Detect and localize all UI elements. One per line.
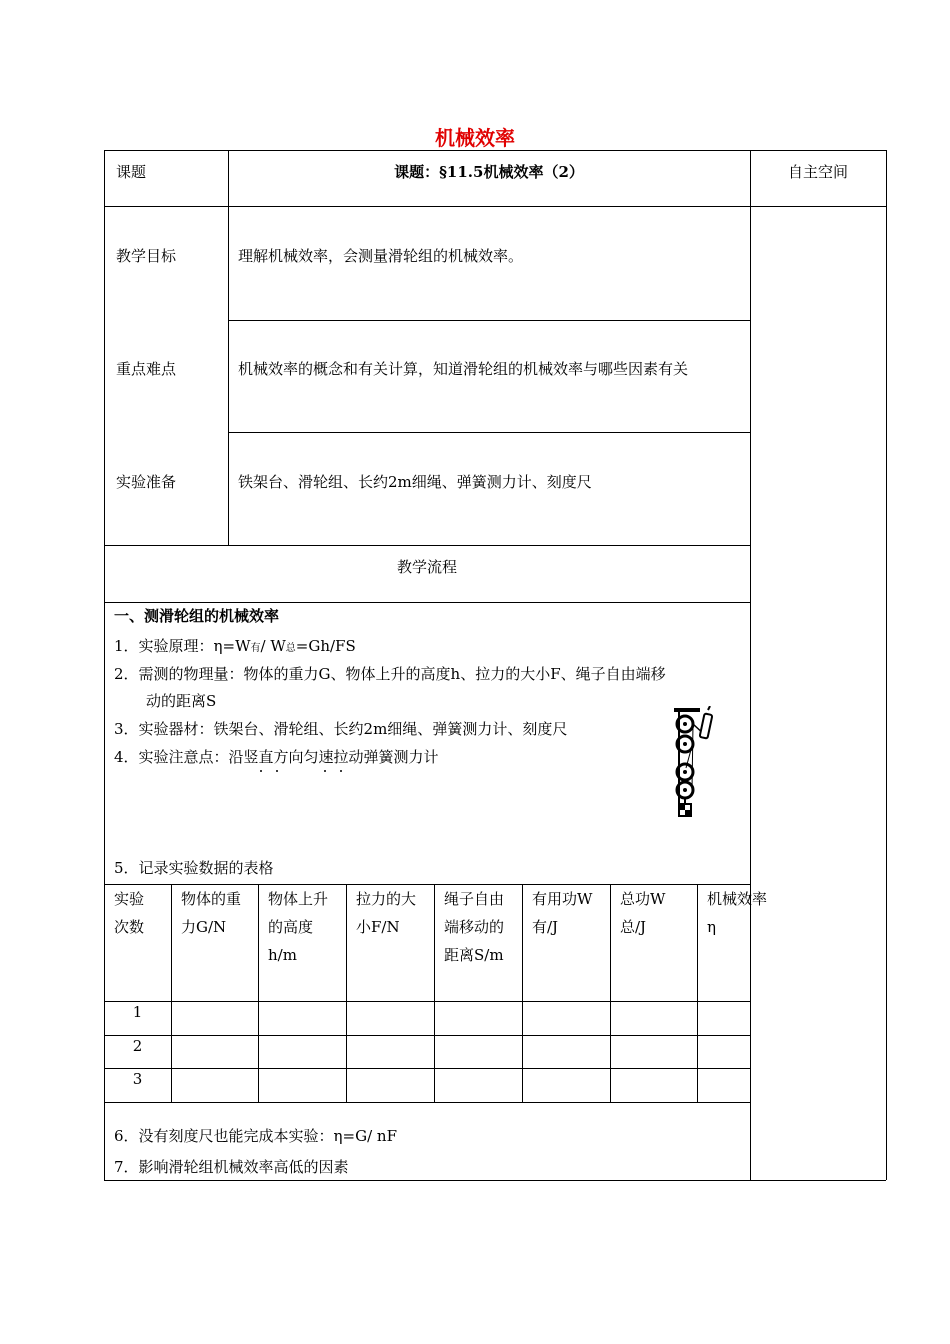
page-title: 机械效率	[435, 126, 515, 150]
header-line: 实验	[114, 890, 145, 908]
principle-sub-total: 总	[285, 643, 296, 654]
principle-sub-useful: 有	[250, 643, 261, 654]
header-line: 力G/N	[181, 918, 227, 936]
key-row-divider	[228, 432, 750, 433]
data-table-col-line	[697, 884, 698, 1102]
header-line: 有/J	[532, 918, 559, 936]
table-border-bottom	[104, 1180, 886, 1181]
col-header-weight	[181, 885, 241, 941]
col-header-useful-work	[532, 885, 592, 941]
header-line: 总功W	[620, 890, 666, 908]
header-line: 的高度	[268, 918, 314, 936]
data-table-col-line	[258, 884, 259, 1102]
pulley-system-icon	[670, 706, 726, 822]
header-line: 次数	[114, 918, 145, 936]
data-table-col-line	[610, 884, 611, 1102]
preparation-text: 铁架台、滑轮组、长约2m细绳、弹簧测力计、刻度尺	[238, 473, 592, 491]
key-points-text: 机械效率的概念和有关计算，知道滑轮组的机械效率与哪些因素有关	[238, 360, 689, 378]
col-header-pull-force	[356, 885, 416, 941]
table-row-label: 2	[132, 1037, 143, 1055]
data-table-col-line	[434, 884, 435, 1102]
data-table-col-line	[346, 884, 347, 1102]
header-line: 距离S/m	[444, 946, 504, 964]
goal-label: 教学目标	[116, 247, 177, 265]
flow-row-divider	[104, 602, 750, 603]
lesson-plan-table	[104, 150, 886, 1180]
data-table-row-line	[104, 1035, 750, 1036]
header-line: 有用功W	[532, 890, 593, 908]
emphasis-dot	[324, 770, 326, 772]
header-line: 总/J	[620, 918, 647, 936]
col-header-total-work	[620, 885, 665, 941]
data-table-col-line	[171, 884, 172, 1102]
principle-text-b: / W	[260, 637, 286, 655]
item-influencing-factors: 7．影响滑轮组机械效率高低的因素	[114, 1158, 349, 1176]
table-row-label: 3	[132, 1070, 143, 1088]
item-equipment: 3．实验器材：铁架台、滑轮组、长约2m细绳、弹簧测力计、刻度尺	[114, 720, 568, 738]
col-header-efficiency	[707, 885, 767, 941]
item-table-caption: 5．记录实验数据的表格	[114, 859, 274, 877]
col-header-trial	[114, 885, 144, 941]
item-principle	[114, 636, 356, 659]
item-quantities-line1: 2．需测的物理量：物体的重力G、物体上升的高度h、拉力的大小F、绳子自由端移	[114, 665, 666, 683]
col-header-height	[268, 885, 328, 969]
header-label: 课题	[116, 163, 147, 181]
prep-row-divider	[104, 545, 750, 546]
item-quantities-line2: 动的距离S	[146, 692, 217, 710]
space-column-divider	[750, 150, 751, 1180]
col-header-rope-distance	[444, 885, 504, 969]
header-line: 小F/N	[356, 918, 400, 936]
emphasis-dot	[260, 770, 262, 772]
label-column-divider	[228, 150, 229, 545]
goal-row-divider	[228, 320, 750, 321]
header-line: 机械效率	[707, 890, 768, 908]
item-no-ruler: 6．没有刻度尺也能完成本实验：η=G/ nF	[114, 1127, 397, 1145]
lesson-topic: 课题：§11.5机械效率（2）	[394, 163, 584, 181]
header-line: 端移动的	[444, 918, 505, 936]
header-line: 拉力的大	[356, 890, 417, 908]
table-border-left	[104, 150, 105, 1180]
goal-text: 理解机械效率，会测量滑轮组的机械效率。	[238, 247, 524, 265]
header-line: 物体上升	[268, 890, 329, 908]
teaching-flow-label: 教学流程	[396, 558, 457, 576]
data-table-col-line	[522, 884, 523, 1102]
key-points-label: 重点难点	[116, 360, 177, 378]
preparation-label: 实验准备	[116, 473, 177, 491]
header-row-divider	[104, 206, 886, 207]
header-line: η	[707, 918, 716, 936]
data-table-header-line	[104, 1001, 750, 1002]
principle-text-c: =Gh/FS	[295, 637, 356, 655]
table-border-right	[886, 150, 887, 1180]
principle-text-a: 1．实验原理：η=W	[114, 637, 251, 655]
emphasis-dot	[276, 770, 278, 772]
section-heading: 一、测滑轮组的机械效率	[114, 607, 280, 625]
header-line: 绳子自由	[444, 890, 505, 908]
data-table-bottom-line	[104, 1102, 750, 1103]
emphasis-dot	[340, 770, 342, 772]
data-table-row-line	[104, 1068, 750, 1069]
header-line: h/m	[268, 946, 297, 964]
self-study-space-label: 自主空间	[787, 163, 848, 181]
item-cautions: 4．实验注意点：沿竖直方向匀速拉动弹簧测力计	[114, 748, 439, 766]
header-line: 物体的重	[181, 890, 242, 908]
table-border-top	[104, 150, 886, 151]
table-row-label: 1	[132, 1003, 143, 1021]
